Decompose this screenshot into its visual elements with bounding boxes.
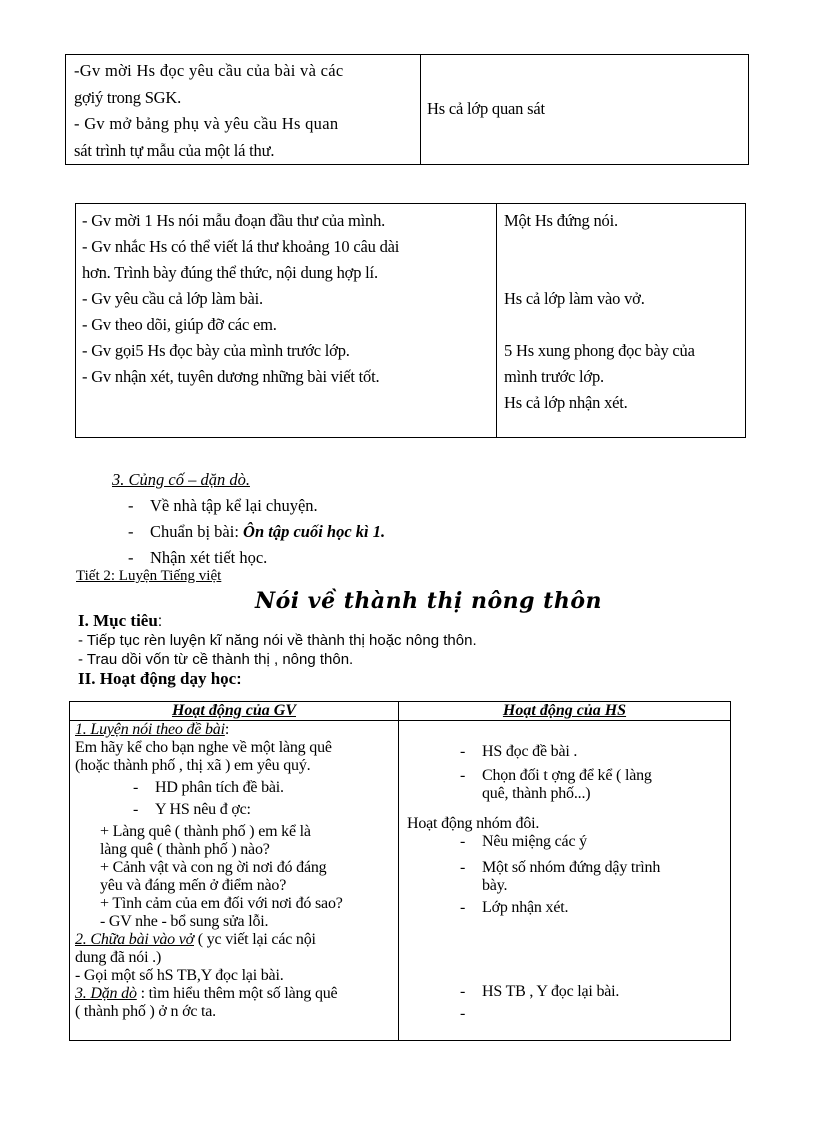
text-line: - Gv nhận xét, tuyên dương những bài viết tốt.: [82, 367, 380, 386]
list-item: - HS đọc đề bài .: [482, 743, 728, 767]
table-continuation: [65, 54, 749, 165]
text-line: - Gv gọi5 Hs đọc bày của mình trước lớp.: [82, 341, 350, 360]
student-activity-cell: [399, 721, 731, 1041]
text-line: + Làng quê ( thành phố ) em kể là: [100, 823, 311, 840]
text-line: Hoạt động nhóm đôi.: [407, 815, 540, 832]
list-item: - HS TB , Y đọc lại bài.: [482, 983, 728, 1005]
text-line: - GV nhe - bổ sung sửa lỗi.: [100, 913, 269, 930]
text-line: dung đã nói .): [75, 949, 162, 966]
consolidate-heading: 3. Củng cố – dặn dò.: [112, 470, 250, 489]
teacher-activity-cell: [70, 721, 399, 1041]
text-line: [504, 234, 743, 260]
text-line: bày.: [482, 877, 508, 894]
text-line: Em hãy kể cho bạn nghe về một làng quê: [75, 739, 332, 756]
text-line: - Gv nhắc Hs có thể viết lá thư khoảng 10 câu dài: [82, 237, 400, 256]
text-line: 5 Hs xung phong đọc bày của: [504, 341, 695, 360]
list-item: - Nhận xét tiết học.: [150, 545, 385, 571]
text-line: làng quê ( thành phố ) nào?: [100, 841, 270, 858]
text-line: + Tình cảm của em đối với nơi đó sao?: [100, 895, 343, 912]
text-line: mình trước lớp.: [504, 367, 604, 386]
text-line: - Gv mở bảng phụ và yêu cầu Hs quan: [74, 114, 339, 133]
text-line: hơn. Trình bày đúng thể thức, nội dung hợp lí.: [82, 263, 378, 282]
text-line: [504, 260, 743, 286]
teacher-activity-cell: [76, 204, 497, 438]
objectives-heading: I. Mục tiêu: [78, 611, 158, 630]
text-line: - Gv theo dõi, giúp đỡ các em.: [82, 315, 277, 334]
text-line: - Gv yêu cầu cả lớp làm bài.: [82, 289, 263, 308]
text-line: - Gv mời 1 Hs nói mẫu đoạn đầu thư của mình.: [82, 211, 386, 230]
text-line: - Trau dồi vốn từ cề thành thị , nông thôn.: [78, 651, 354, 668]
text-line: Hs cả lớp quan sát: [427, 99, 545, 119]
text-line: ( thành phố ) ở n ớc ta.: [75, 1003, 216, 1020]
text-line: 3. Dặn dò : tìm hiểu thêm một số làng quê: [75, 985, 338, 1002]
activities-heading: II. Hoạt động dạy học: [78, 669, 237, 688]
text-line: (hoặc thành phố , thị xã ) em yêu quý.: [75, 757, 311, 774]
table-writing-activity: [75, 203, 746, 438]
column-header-student: Hoạt động của HS: [399, 702, 731, 721]
list-item: - Chuẩn bị bài: Ôn tập cuối học kì 1.: [150, 519, 385, 545]
lesson-title: Nói về thành thị nông thôn: [255, 588, 603, 614]
lesson-label: Tiết 2: Luyện Tiếng việt: [76, 568, 222, 584]
text-line: Hs cả lớp làm vào vở.: [504, 289, 645, 308]
list-item: - Về nhà tập kể lại chuyện.: [150, 493, 385, 519]
list-item: - Lớp nhận xét.: [482, 899, 728, 983]
list-item: - HD phân tích đề bài.: [155, 779, 396, 801]
text-line: - Tiếp tục rèn luyện kĩ năng nói về thành thị hoặc nông thôn.: [78, 632, 477, 649]
text-line: 1. Luyện nói theo đề bài:: [75, 721, 230, 738]
list-item: - Một số nhóm đứng dậy trình: [482, 859, 728, 877]
text-line: yêu và đáng mến ở điểm nào?: [100, 877, 287, 894]
student-activity-cell: [421, 55, 749, 165]
list-item: - Nêu miệng các ý: [482, 833, 728, 859]
text-line: -Gv mời Hs đọc yêu cầu của bài và các: [74, 61, 344, 80]
teacher-activity-cell: [66, 55, 421, 165]
text-line: gợiý trong SGK.: [74, 87, 182, 107]
text-line: quê, thành phố...): [482, 785, 591, 802]
consolidate-list: [150, 493, 385, 571]
objectives-block: I. Mục tiêu: - Tiếp tục rèn luyện kĩ năng nói về thành thị hoặc nông thôn. - Trau dồi vốn từ cề thành thị , nông thôn. II. Hoạt động dạy học:: [78, 611, 477, 688]
table-speaking-activity: [69, 701, 731, 1041]
column-header-teacher: Hoạt động của GV: [70, 702, 399, 721]
student-activity-cell: [497, 204, 746, 438]
text-line: 2. Chữa bài vào vở ( yc viết lại các nội: [75, 931, 316, 948]
list-item: [482, 1005, 728, 1023]
list-item: - Y HS nêu đ ợc:: [155, 801, 396, 823]
text-line: - Gọi một số hS TB,Y đọc lại bài.: [75, 967, 284, 984]
text-line: + Cảnh vật và con ng ời nơi đó đáng: [100, 859, 327, 876]
text-line: sát trình tự mẫu của một lá thư.: [74, 140, 275, 160]
text-line: Hs cả lớp nhận xét.: [504, 393, 628, 412]
text-line: [504, 312, 743, 338]
text-line: Một Hs đứng nói.: [504, 211, 618, 230]
list-item: - Chọn đối t ợng để kể ( làng: [482, 767, 728, 785]
